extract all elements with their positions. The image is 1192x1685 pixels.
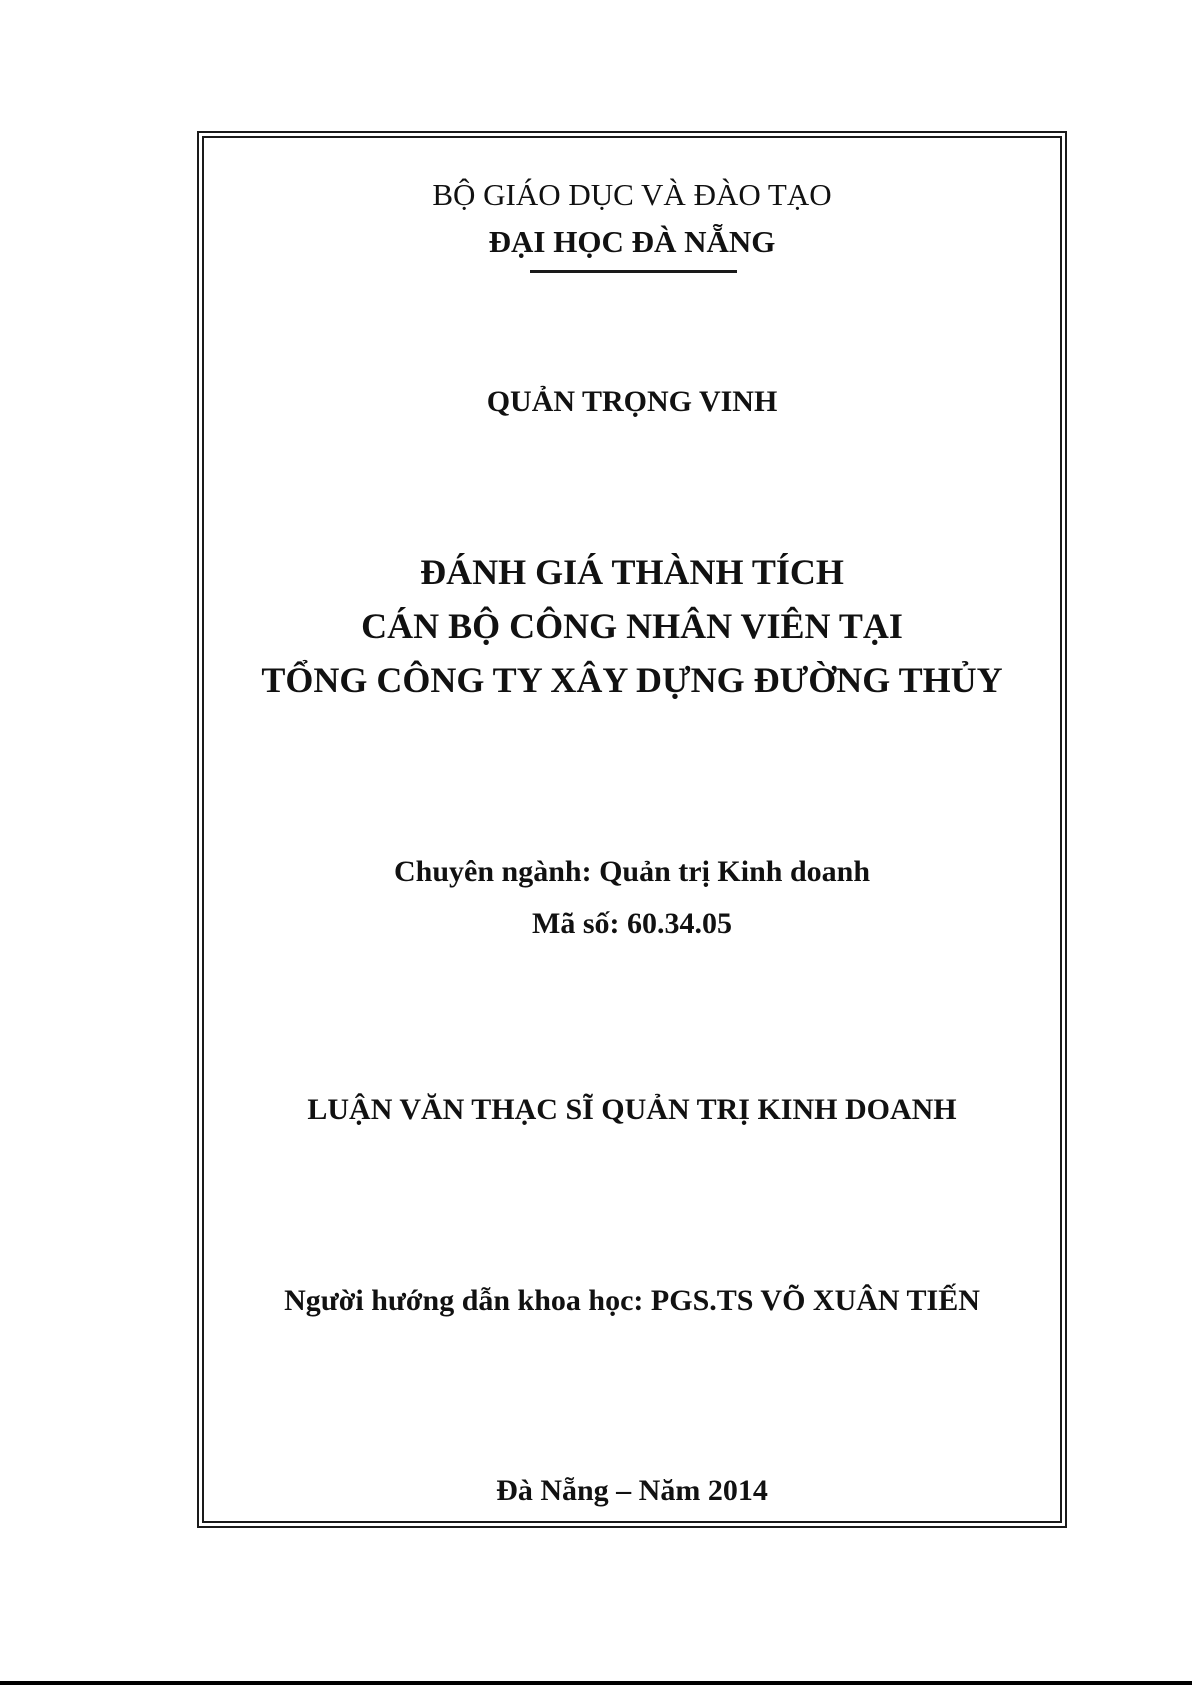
page-bottom-edge bbox=[0, 1681, 1192, 1685]
thesis-title-line-3: TỔNG CÔNG TY XÂY DỰNG ĐƯỜNG THỦY bbox=[261, 660, 1003, 700]
advisor-line: Người hướng dẫn khoa học: PGS.TS VÕ XUÂN TIẾN bbox=[284, 1284, 980, 1317]
ministry-name: BỘ GIÁO DỤC VÀ ĐÀO TẠO bbox=[432, 177, 832, 212]
major-code: Mã số: 60.34.05 bbox=[532, 907, 732, 940]
author-name: QUẢN TRỌNG VINH bbox=[486, 385, 778, 418]
thesis-title-line-2: CÁN BỘ CÔNG NHÂN VIÊN TẠI bbox=[361, 606, 903, 646]
university-name: ĐẠI HỌC ĐÀ NẴNG bbox=[488, 224, 776, 259]
university-underline bbox=[530, 270, 737, 273]
thesis-title-line-1: ĐÁNH GIÁ THÀNH TÍCH bbox=[420, 552, 844, 592]
major-line: Chuyên ngành: Quản trị Kinh doanh bbox=[393, 855, 870, 888]
place-year: Đà Nẵng – Năm 2014 bbox=[496, 1474, 768, 1507]
degree-type: LUẬN VĂN THẠC SĨ QUẢN TRỊ KINH DOANH bbox=[307, 1093, 957, 1126]
